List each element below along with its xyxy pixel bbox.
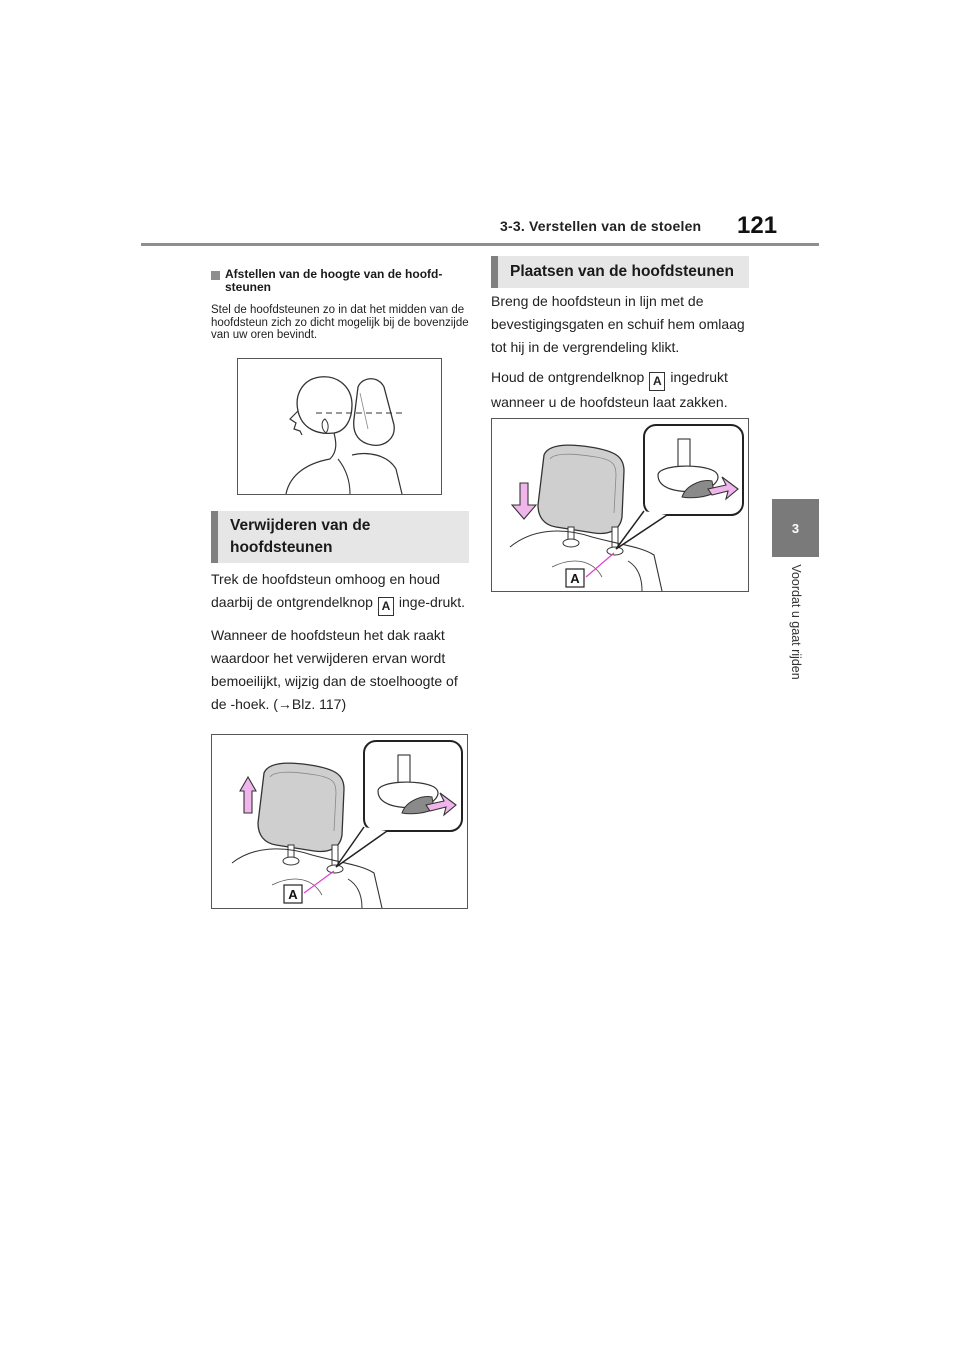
install-step-text: Breng de hoofdsteun in lijn met de bevestigingsgaten en schuif hem omlaag tot hij in de vergrendeling klikt.	[491, 293, 745, 355]
remove-headrest-illustration	[212, 735, 467, 908]
figure-label-a: A	[288, 887, 298, 902]
push-down-arrow-icon	[512, 483, 536, 519]
remove-step-text: Trek de hoofdsteun omhoog en houd daarbij de ontgrendelknop A inge-drukt.	[211, 568, 469, 616]
install-headrest-illustration	[492, 419, 748, 591]
section-heading-install	[491, 256, 749, 288]
section-title-install: Plaatsen van de hoofdsteunen	[510, 263, 734, 280]
install-note-text: Houd de ontgrendelknop A ingedrukt wanneer u de hoofdsteun laat zakken.	[491, 369, 728, 410]
remove-note-text: Wanneer de hoofdsteun het dak raakt waardoor het verwijderen ervan wordt bemoeilijkt, wijzig dan de stoelhoogte of de -hoek. (→Blz. 117)	[211, 627, 458, 712]
remove-headrest-figure	[211, 734, 468, 909]
subsection-heading: Afstellen van de hoogte van de hoofd-steunen	[225, 267, 443, 294]
page-number: 121	[737, 212, 778, 239]
headrest-height-figure	[237, 358, 442, 495]
section-heading-remove	[211, 511, 469, 563]
remove-instructions	[211, 568, 469, 716]
install-instructions	[491, 290, 749, 414]
release-button-label-a-install: A	[649, 372, 665, 391]
section-title-remove: Verwijderen van de hoofdsteunen	[230, 517, 371, 556]
square-bullet-icon	[211, 271, 220, 280]
chapter-label: Voordat u gaat rijden	[789, 564, 803, 680]
running-header: 3-3. Verstellen van de stoelen	[500, 218, 702, 234]
release-button-label-a: A	[378, 597, 394, 616]
install-headrest-figure	[491, 418, 749, 592]
headrest-height-illustration	[238, 359, 441, 494]
pull-up-arrow-icon	[240, 777, 256, 813]
chapter-tab: 3	[772, 499, 819, 557]
header-rule	[141, 243, 819, 246]
figure-label-a-install: A	[570, 571, 580, 586]
subsection-heading-row	[211, 268, 469, 294]
subsection-body: Stel de hoofdsteunen zo in dat het midden van de hoofdsteun zich zo dicht mogelijk bij de bovenzijde van uw oren bevindt.	[211, 304, 469, 341]
